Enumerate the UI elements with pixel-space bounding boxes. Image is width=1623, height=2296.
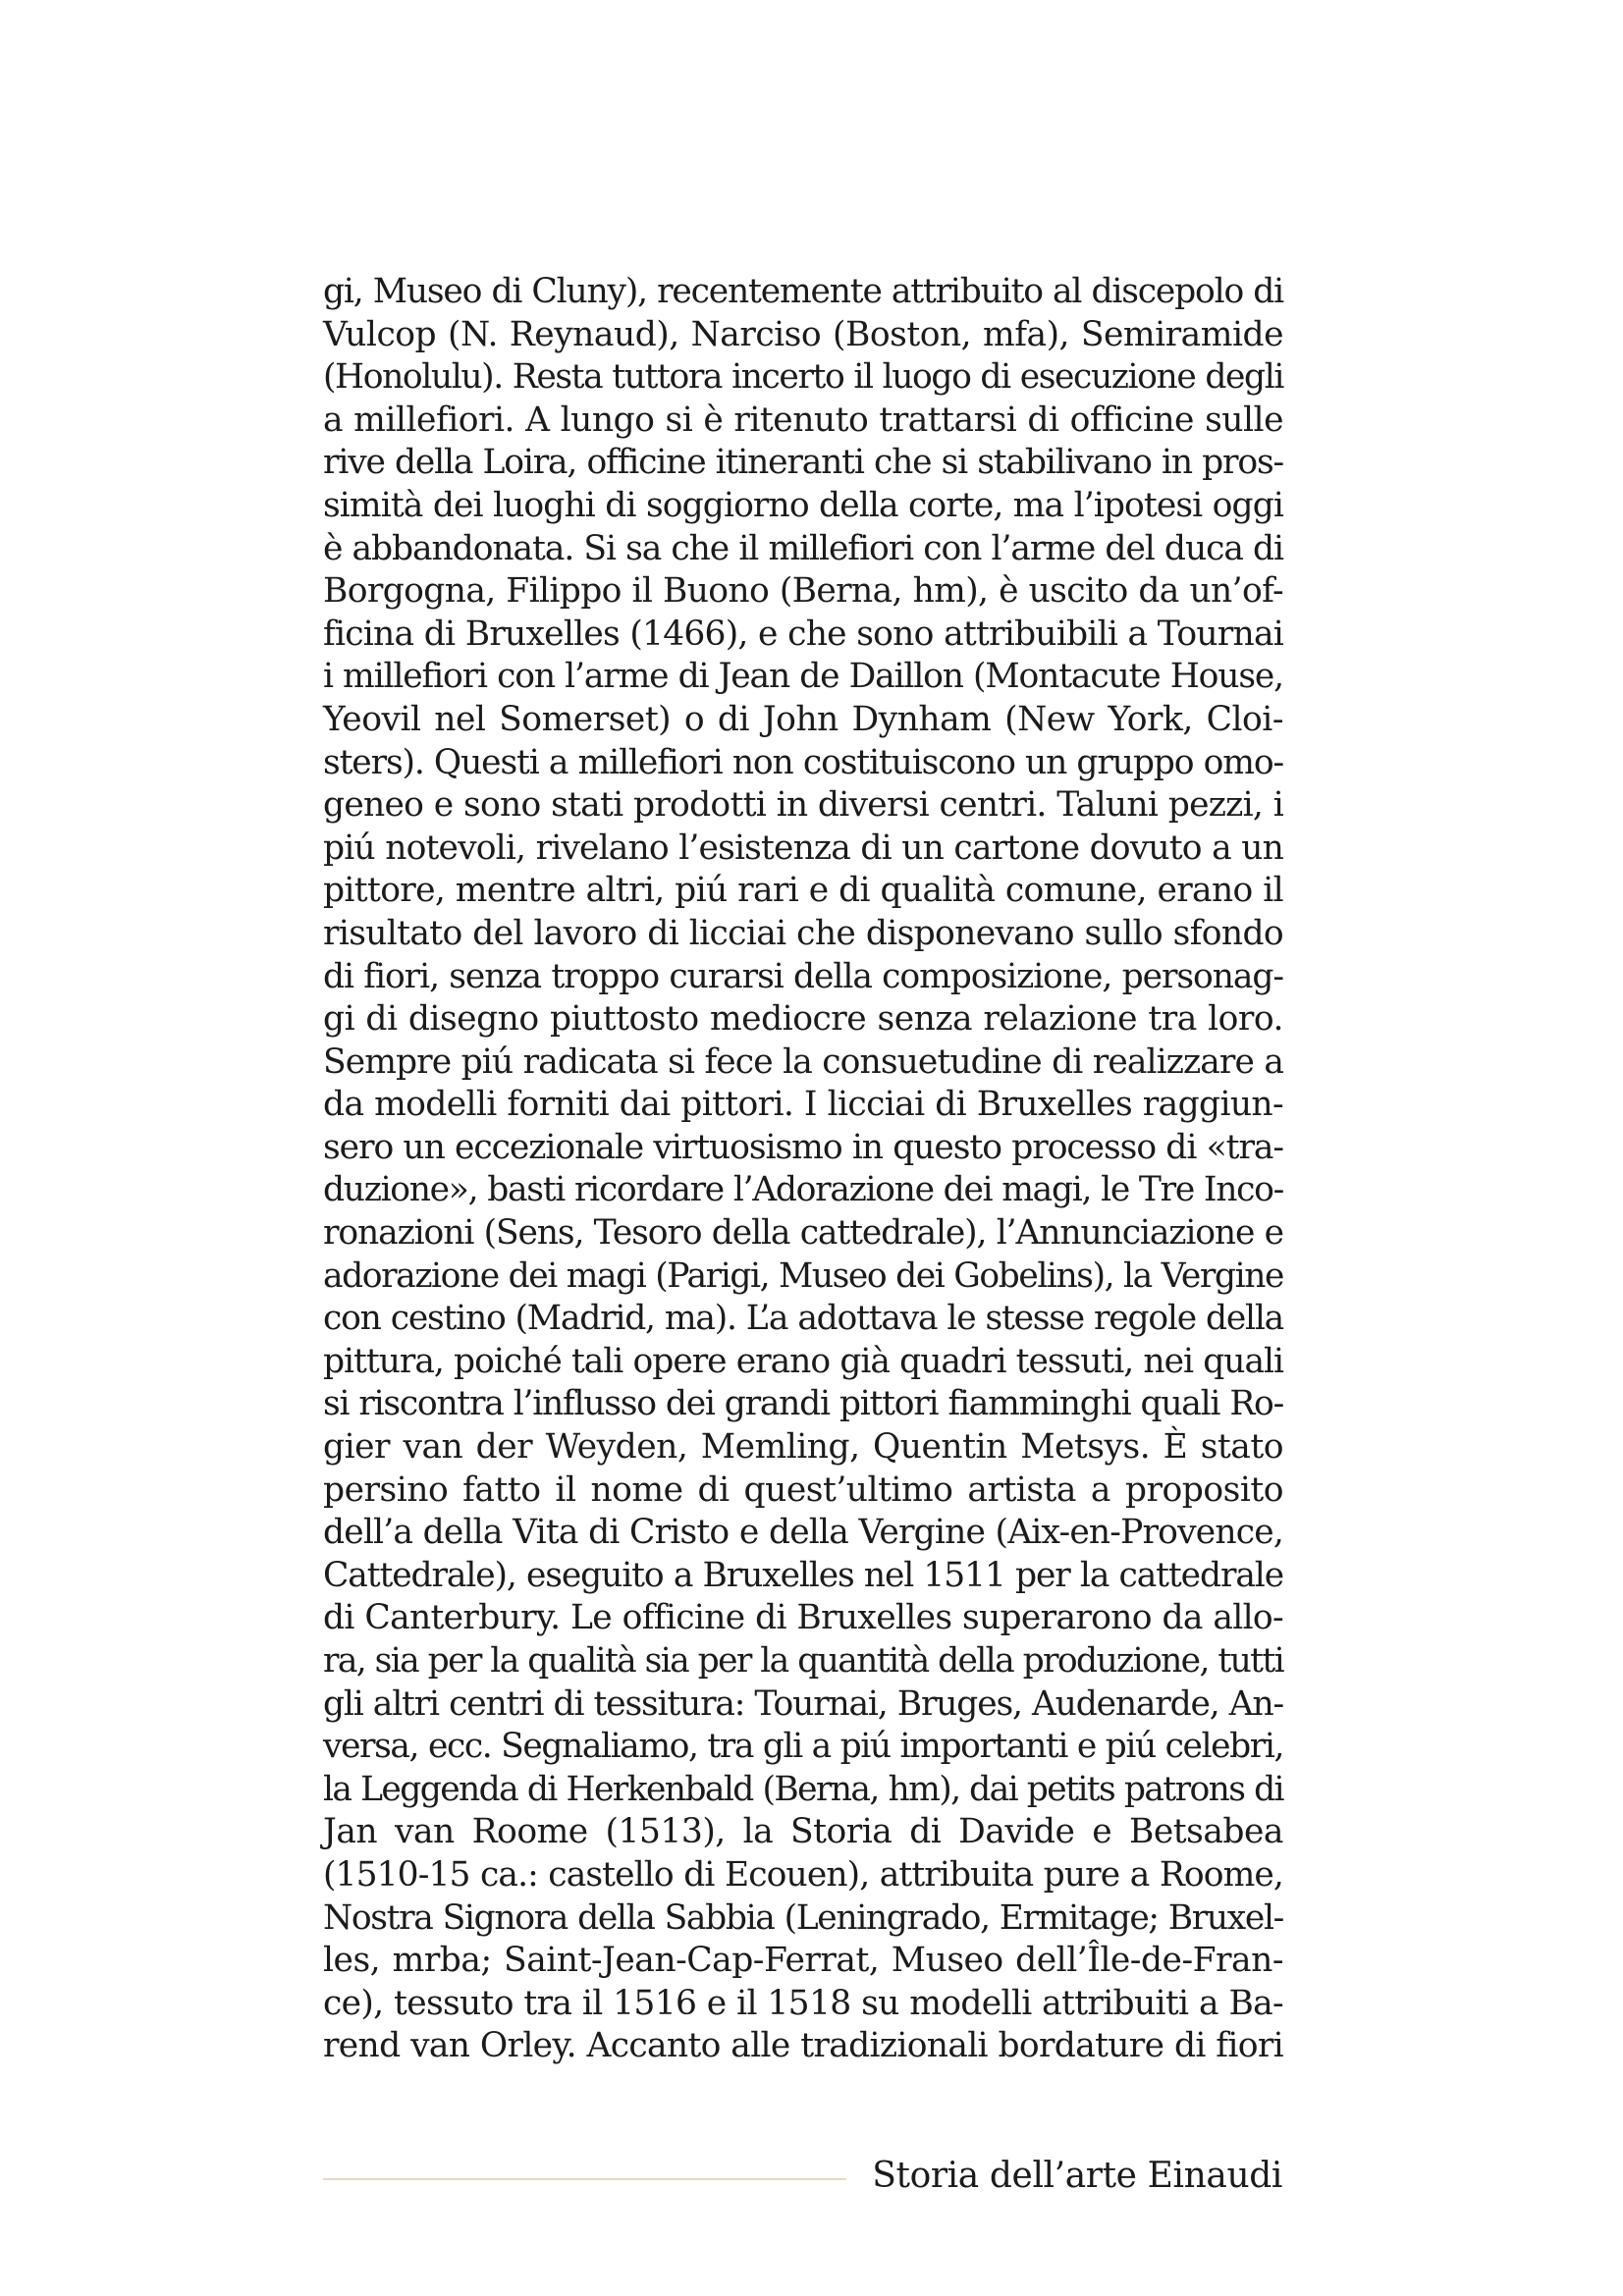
body-text	[323, 271, 1283, 2068]
text-line: (1510-15 ca.: castello di Ecouen), attribuita pure a Roome,	[323, 1854, 1283, 1895]
text-line: gli altri centri di tessitura: Tournai, Bruges, Audenarde, An-	[323, 1683, 1283, 1724]
text-line: pittura, poiché tali opere erano già quadri tessuti, nei quali	[323, 1341, 1283, 1381]
text-line: Jan van Roome (1513), la Storia di Davide e Betsabea	[323, 1812, 1283, 1852]
text-line: Sempre piú radicata si fece la consuetudine di realizzare a	[323, 1041, 1283, 1082]
text-line: Yeovil nel Somerset) o di John Dynham (New York, Cloi-	[323, 699, 1283, 739]
text-line: di Canterbury. Le officine di Bruxelles superarono da allo-	[323, 1598, 1283, 1638]
text-line: ronazioni (Sens, Tesoro della cattedrale), l’Annunciazione e	[323, 1213, 1283, 1254]
text-line: pittore, mentre altri, piú rari e di qualità comune, erano il	[323, 871, 1283, 911]
text-line: Borgogna, Filippo il Buono (Berna, hm), è uscito da un’of-	[323, 571, 1283, 612]
text-line: la Leggenda di Herkenbald (Berna, hm), dai petits patrons di	[323, 1769, 1283, 1809]
text-line: risultato del lavoro di licciai che disponevano sullo sfondo	[323, 913, 1283, 953]
text-line: sero un eccezionale virtuosismo in questo processo di «tra-	[323, 1127, 1283, 1167]
text-line: piú notevoli, rivelano l’esistenza di un cartone dovuto a un	[323, 828, 1283, 868]
text-line: geneo e sono stati prodotti in diversi centri. Taluni pezzi, i	[323, 785, 1283, 826]
text-line: versa, ecc. Segnaliamo, tra gli a piú importanti e piú celebri,	[323, 1727, 1283, 1767]
text-line: Nostra Signora della Sabbia (Leningrado, Ermitage; Bruxel-	[323, 1897, 1283, 1938]
text-line: gi di disegno piuttosto mediocre senza relazione tra loro.	[323, 999, 1283, 1040]
text-line: ficina di Bruxelles (1466), e che sono attribuibili a Tournai	[323, 614, 1283, 654]
text-line: è abbandonata. Si sa che il millefiori con l’arme del duca di	[323, 528, 1283, 568]
text-line: (Honolulu). Resta tuttora incerto il luogo di esecuzione degli	[323, 357, 1283, 398]
text-line: a millefiori. A lungo si è ritenuto trattarsi di officine sulle	[323, 400, 1283, 440]
text-line: persino fatto il nome di quest’ultimo artista a proposito	[323, 1469, 1283, 1510]
text-line: sters). Questi a millefiori non costituiscono un gruppo omo-	[323, 742, 1283, 782]
text-line: rend van Orley. Accanto alle tradizionali bordature di fiori	[323, 2026, 1283, 2066]
text-line: di fiori, senza troppo curarsi della composizione, personag-	[323, 956, 1283, 996]
text-line: les, mrba; Saint-Jean-Cap-Ferrat, Museo dell’Île-de-Fran-	[323, 1941, 1283, 1981]
text-line: gi, Museo di Cluny), recentemente attribuito al discepolo di	[323, 272, 1283, 311]
text-line: simità dei luoghi di soggiorno della corte, ma l’ipotesi oggi	[323, 485, 1283, 525]
text-line: ra, sia per la qualità sia per la quantità della produzione, tutti	[323, 1641, 1283, 1681]
footer-title: Storia dell’arte Einaudi	[872, 2156, 1282, 2196]
text-line: ce), tessuto tra il 1516 e il 1518 su modelli attribuiti a Ba-	[323, 1983, 1283, 2023]
text-line: rive della Loira, officine itineranti che si stabilivano in pros-	[323, 443, 1283, 483]
text-line: adorazione dei magi (Parigi, Museo dei Gobelins), la Vergine	[323, 1255, 1283, 1296]
text-line: duzione», basti ricordare l’Adorazione dei magi, le Tre Inco-	[323, 1170, 1283, 1210]
text-line: gier van der Weyden, Memling, Quentin Metsys. È stato	[323, 1427, 1283, 1468]
text-line: con cestino (Madrid, ma). L’a adottava le stesse regole della	[323, 1299, 1283, 1339]
text-line: Cattedrale), eseguito a Bruxelles nel 1511 per la cattedrale	[323, 1555, 1283, 1595]
text-line: Vulcop (N. Reynaud), Narciso (Boston, mfa), Semiramide	[323, 314, 1283, 354]
text-line: si riscontra l’influsso dei grandi pittori fiamminghi quali Ro-	[323, 1384, 1283, 1424]
text-line: i millefiori con l’arme di Jean de Daillon (Montacute House,	[323, 657, 1283, 697]
footer-divider	[323, 2178, 846, 2180]
text-line: da modelli forniti dai pittori. I licciai di Bruxelles raggiun-	[323, 1085, 1283, 1125]
text-line: dell’a della Vita di Cristo e della Vergine (Aix-en-Provence,	[323, 1513, 1283, 1553]
